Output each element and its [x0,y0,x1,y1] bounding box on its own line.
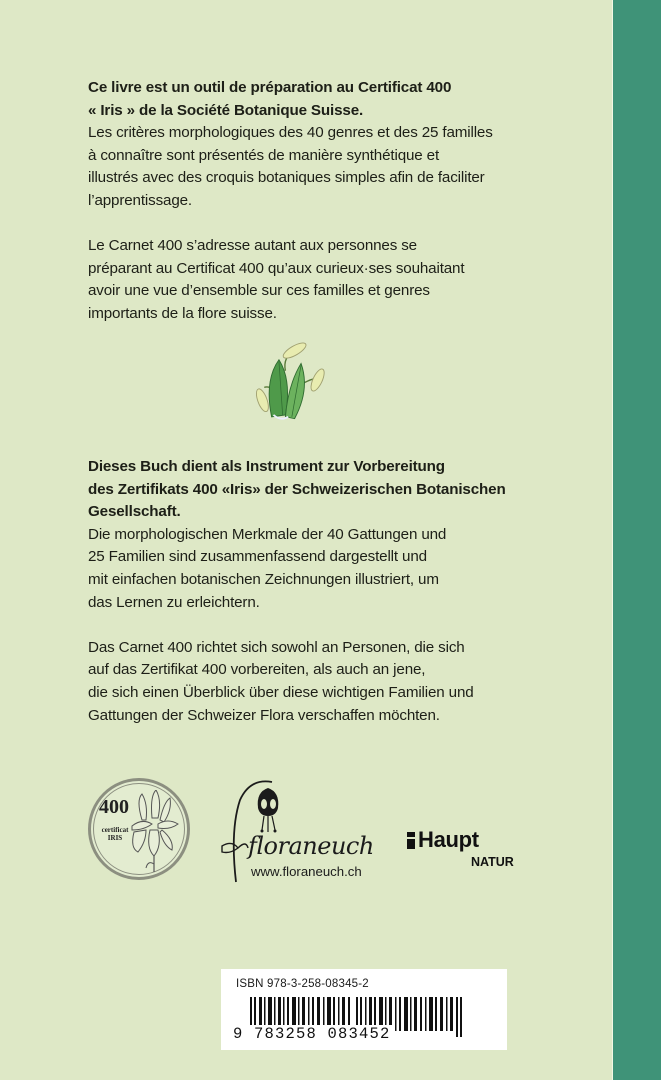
text-line: Das Carnet 400 richtet sich sowohl an Personen, die sich [88,638,465,656]
logo-caption-line: certificat [101,826,129,834]
text-line: des Zertifikats 400 «Iris» der Schweizerischen Botanischen [88,480,506,498]
text-line: l’apprentissage. [88,191,192,209]
floraneuch-logo [218,770,386,885]
barcode-digits: 9 783258 083452 [233,1025,391,1043]
french-lead [88,77,558,122]
publisher-imprint: NATUR [471,855,514,869]
logo-caption-line: IRIS [107,834,123,842]
isbn-label: ISBN 978-3-258-08345-2 [236,978,369,990]
text-line: « Iris » de la Société Botanique Suisse. [88,101,364,119]
text-line: mit einfachen botanischen Zeichnungen illustriert, um [88,570,439,588]
text-line: die sich einen Überblick über diese wichtigen Familien und [88,683,474,701]
isbn-barcode [221,969,507,1050]
german-lead [88,456,558,524]
german-body-1 [88,524,558,614]
plant-sketch-icon [244,334,336,426]
text-line: 25 Familien sind zusammenfassend dargestellt und [88,548,427,566]
floraneuch-url: www.floraneuch.ch [251,864,362,879]
text-line: avoir une vue d’ensemble sur ces familles et genres [88,282,430,300]
book-spine [612,0,661,1080]
certificat-400-logo [88,778,190,880]
text-line: auf das Zertifikat 400 vorbereiten, als auch an jene, [88,661,426,679]
text-line: importants de la flore suisse. [88,304,277,322]
text-line: Gesellschaft. [88,503,181,521]
logo-number: 400 [99,796,129,818]
french-body-2 [88,235,558,325]
publisher-name: Haupt [418,827,479,852]
floraneuch-wordmark: floraneuch [248,832,374,860]
haupt-mark-icon [407,832,415,849]
text-line: das Lernen zu erleichtern. [88,593,260,611]
text-line: Les critères morphologiques des 40 genres et des 25 familles [88,124,493,142]
iris-flower-icon [128,790,180,872]
french-body-1 [88,122,558,212]
text-line: à connaître sont présentés de manière synthétique et [88,146,440,164]
text-line: Ce livre est un outil de préparation au Certificat 400 [88,79,452,96]
text-line: Die morphologischen Merkmale der 40 Gattungen und [88,525,447,543]
text-line: préparant au Certificat 400 qu’aux curieux·ses souhaitant [88,259,465,277]
german-body-2 [88,637,558,727]
text-line: illustrés avec des croquis botaniques simples afin de faciliter [88,169,485,187]
text-line: Le Carnet 400 s’adresse autant aux personnes se [88,237,417,255]
french-blurb [88,77,558,326]
german-blurb [88,456,558,727]
text-line: Dieses Buch dient als Instrument zur Vorbereitung [88,458,445,475]
text-line: Gattungen der Schweizer Flora verschaffen möchten. [88,706,440,724]
